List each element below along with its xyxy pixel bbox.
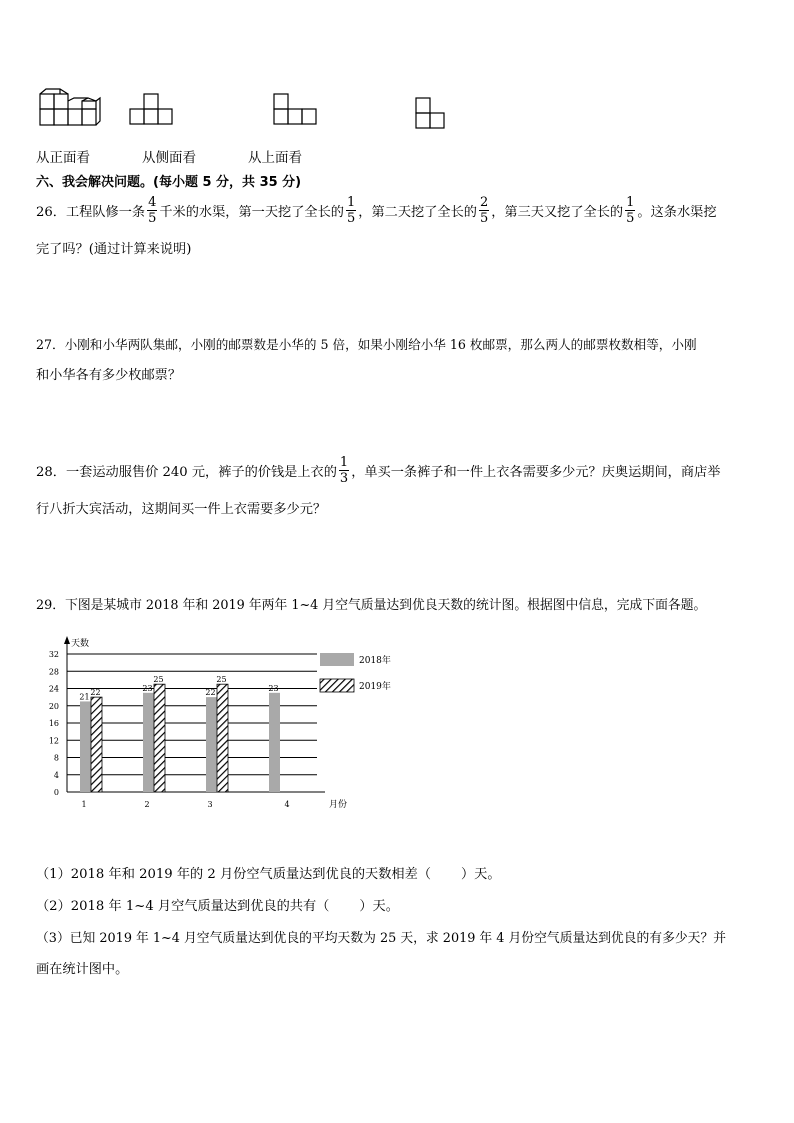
solid-figure-top-view — [270, 92, 320, 128]
fraction-numerator: 1 — [347, 194, 356, 210]
data-label: 23 — [142, 683, 153, 693]
bar-2018年-1 — [80, 701, 91, 792]
y-tick-label: 28 — [48, 667, 59, 677]
y-axis-label: 天数 — [71, 639, 90, 649]
bar-2018年-3 — [206, 697, 217, 792]
q26-text3: ，第二天挖了全长的 — [358, 204, 477, 220]
q28-prefix: 28．一套运动服售价 240 元，裤子的价钱是上衣的 — [36, 464, 337, 480]
x-tick-label: 4 — [284, 800, 290, 809]
fraction-one-third — [339, 456, 349, 485]
data-label: 22 — [205, 688, 216, 698]
y-tick-label: 16 — [48, 719, 59, 728]
solid-figure-option-view — [412, 96, 452, 132]
question-26 — [36, 190, 717, 230]
q29-sub1-text: （1）2018 年和 2019 年的 2 月份空气质量达到优良的天数相差（ — [36, 867, 431, 882]
data-label: 23 — [268, 683, 279, 693]
fraction-two-fifths — [479, 196, 489, 225]
front-view-caption: 从正面看 — [36, 150, 90, 166]
question-29-sub2 — [36, 895, 399, 914]
y-tick-label: 20 — [48, 701, 59, 711]
top-view-caption: 从上面看 — [248, 150, 302, 166]
fraction-one-fifth — [346, 196, 356, 225]
question-26-line2: 完了吗？(通过计算来说明) — [36, 242, 192, 257]
question-27-line1: 27．小刚和小华两队集邮，小刚的邮票数是小华的 5 倍，如果小刚给小华 16 枚邮票，那么两人的邮票枚数相等，小刚 — [36, 337, 697, 352]
fraction-denominator: 5 — [626, 210, 635, 226]
data-label: 25 — [153, 675, 164, 685]
q29-sub1-end: ）天。 — [461, 867, 501, 882]
data-label: 25 — [216, 675, 227, 685]
bar-2019年-2 — [154, 684, 165, 792]
question-27-line2: 和小华各有多少枚邮票？ — [36, 368, 182, 383]
x-axis-label: 月份 — [329, 800, 348, 810]
y-axis-arrow — [64, 636, 70, 644]
y-tick-label: 12 — [48, 736, 59, 746]
question-29-intro: 29．下图是某城市 2018 年和 2019 年两年 1~4 月空气质量达到优良天数的统计图。根据图中信息，完成下面各题。 — [36, 598, 707, 613]
q26-text5: 。这条水渠挖 — [637, 204, 717, 220]
fraction-denominator: 5 — [479, 210, 489, 226]
q28-text2: ，单买一条裤子和一件上衣各需要多少元？庆奥运期间，商店举 — [351, 464, 721, 480]
bar-2018年-2 — [143, 693, 154, 792]
question-28-line2: 行八折大宾活动，这期间买一件上衣需要多少元？ — [36, 502, 327, 517]
side-view-caption: 从侧面看 — [142, 150, 196, 166]
question-29-sub1 — [36, 863, 501, 882]
air-quality-bar-chart — [40, 630, 420, 820]
solid-figure-front-view — [36, 86, 106, 130]
y-tick-label: 4 — [53, 770, 59, 780]
legend-label: 2019年 — [359, 682, 391, 692]
legend-swatch — [320, 679, 354, 692]
fraction-numerator: 4 — [148, 194, 157, 210]
fraction-four-fifths — [147, 196, 157, 225]
question-29-sub3-line2: 画在统计图中。 — [36, 962, 129, 977]
fraction-one-fifth-b — [625, 196, 635, 225]
y-tick-label: 0 — [53, 788, 59, 797]
data-label: 22 — [90, 688, 101, 698]
fraction-denominator: 3 — [339, 470, 349, 486]
bar-2018年-4 — [269, 693, 280, 792]
q26-text2: 千米的水渠，第一天挖了全长的 — [159, 204, 344, 220]
y-tick-label: 24 — [48, 684, 59, 694]
bar-2019年-1 — [91, 697, 102, 792]
y-tick-label: 32 — [48, 650, 59, 659]
question-29-sub3-line1: （3）已知 2019 年 1~4 月空气质量达到优良的平均天数为 25 天，求 2019 年 4 月份空气质量达到优良的有多少天？并 — [36, 931, 727, 946]
legend-label: 2018年 — [359, 656, 391, 666]
question-28 — [36, 450, 720, 490]
x-tick-label: 1 — [81, 800, 87, 809]
y-tick-label: 8 — [53, 753, 59, 763]
q26-text4: ，第三天又挖了全长的 — [491, 204, 624, 220]
section-title: 六、我会解决问题。(每小题 5 分，共 35 分) — [36, 175, 302, 190]
fraction-numerator: 2 — [479, 194, 489, 210]
q29-sub2-text: （2）2018 年 1~4 月空气质量达到优良的共有（ — [36, 899, 330, 914]
fraction-numerator: 1 — [339, 454, 349, 470]
q26-prefix: 26．工程队修一条 — [36, 204, 146, 220]
fraction-denominator: 5 — [148, 210, 157, 226]
q29-sub2-end: ）天。 — [359, 899, 399, 914]
x-tick-label: 2 — [144, 800, 150, 809]
bar-2019年-3 — [217, 684, 228, 792]
legend-swatch — [320, 653, 354, 666]
x-tick-label: 3 — [207, 800, 213, 809]
data-label: 21 — [79, 692, 90, 702]
fraction-numerator: 1 — [626, 194, 635, 210]
fraction-denominator: 5 — [347, 210, 356, 226]
solid-figure-side-view — [128, 92, 178, 128]
